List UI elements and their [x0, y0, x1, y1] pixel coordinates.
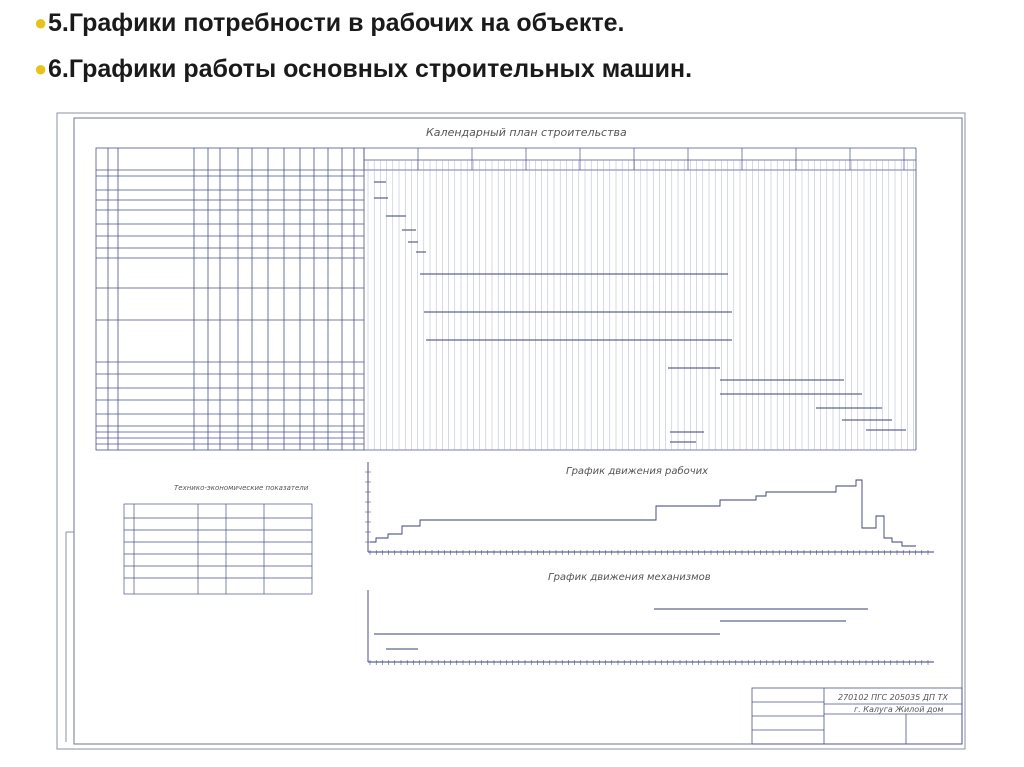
- bullet-item: [34, 54, 693, 100]
- indicators-title: Технико-экономические показатели: [174, 484, 309, 492]
- bullet-text: 5.Графики потребности в рабочих на объекте.: [48, 9, 625, 37]
- construction-drawing: [56, 112, 966, 750]
- bullet-dot-icon: ●: [34, 56, 48, 81]
- workers-chart-title: График движения рабочих: [566, 466, 709, 477]
- calendar-plan-title: Календарный план строительства: [426, 126, 627, 139]
- stamp-code: 270102 ПГС 205035 ДП ТХ: [838, 693, 948, 702]
- stamp-object: г. Калуга Жилой дом: [854, 705, 944, 714]
- machines-chart-title: График движения механизмов: [548, 572, 711, 583]
- bullet-item: [34, 8, 692, 54]
- bullet-dot-icon: ●: [34, 10, 48, 35]
- bullet-text: 6.Графики работы основных строительных машин.: [48, 55, 693, 83]
- bullet-list: [34, 8, 693, 100]
